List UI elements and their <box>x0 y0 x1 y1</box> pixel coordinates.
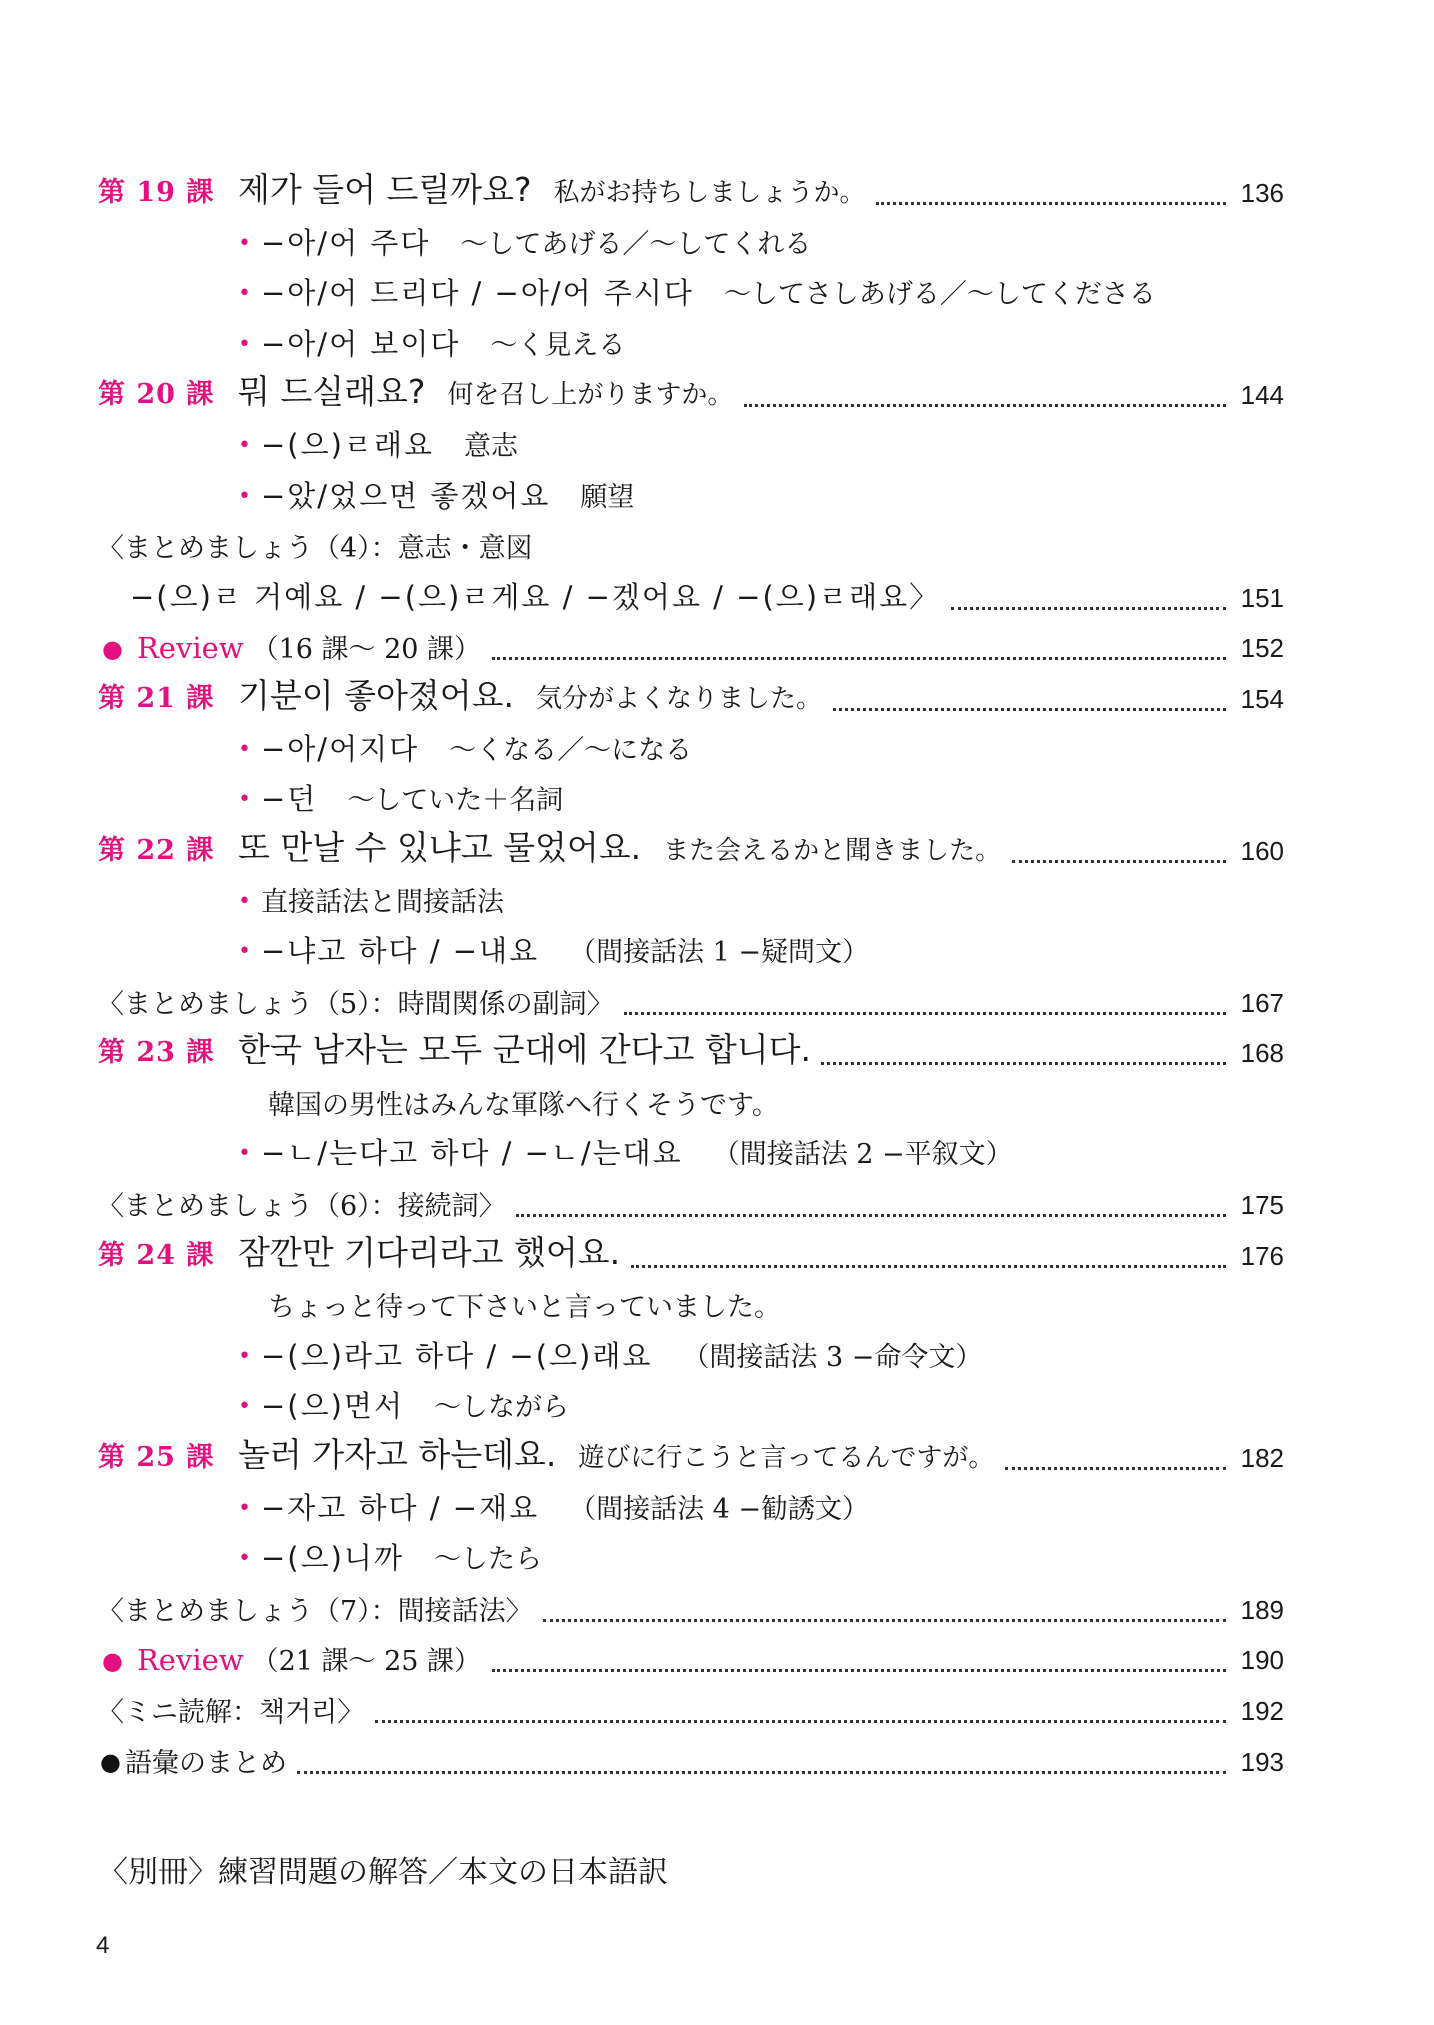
pink-bullet-icon: • <box>238 939 251 964</box>
grammar-pattern: −아/어 주다 <box>260 225 431 260</box>
dot-leader <box>543 1619 1226 1622</box>
toc-entry-content <box>97 1184 506 1223</box>
page-reference: 193 <box>1240 1746 1284 1777</box>
toc-entry-content <box>97 526 533 565</box>
grammar-meaning: 願望 <box>580 481 635 513</box>
grammar-meaning: 意志 <box>463 431 518 462</box>
page-reference: 151 <box>1240 582 1284 613</box>
grammar-pattern: −(으)라고 하다 / −(으)래요 <box>260 1338 653 1373</box>
toc-row-grammar <box>0 268 1434 318</box>
toc-row-summary <box>0 1179 1434 1229</box>
summary-entry: 〈ミニ読解：책거리〉 <box>97 1697 365 1728</box>
toc-entry-content <box>238 880 504 919</box>
dot-leader <box>876 202 1226 205</box>
lesson-number: 第 24 課 <box>98 1239 215 1271</box>
grammar-pattern: −ㄴ/는다고 하다 / −ㄴ/는대요 <box>260 1136 683 1171</box>
summary-entry: 〈まとめましょう（6）：接続詞〉 <box>97 1191 506 1222</box>
page-reference: 167 <box>1240 987 1284 1018</box>
pink-bullet-icon: • <box>238 433 251 458</box>
toc-entry-content <box>97 982 614 1021</box>
grammar-pattern: −아/어 보이다 <box>260 326 461 361</box>
toc-entry-content <box>238 221 811 262</box>
dot-leader <box>951 607 1226 610</box>
toc-row-grammar <box>0 319 1434 369</box>
grammar-pattern: −아/어지다 <box>260 731 420 766</box>
toc-row-grammar <box>0 724 1434 774</box>
toc-row-vocab <box>0 1736 1434 1786</box>
toc-entry-content <box>238 1334 982 1375</box>
toc-entry-content <box>238 1131 1013 1172</box>
dot-leader <box>492 657 1226 660</box>
grammar-meaning: 直接話法と間接話法 <box>260 887 504 919</box>
grammar-meaning: （間接話法 2 −平叙文） <box>712 1139 1013 1171</box>
grammar-pattern: −았/었으면 좋겠어요 <box>260 478 551 513</box>
toc-row-summary <box>0 977 1434 1027</box>
toc-entry-content <box>100 1741 287 1780</box>
page-reference: 136 <box>1240 178 1284 208</box>
grammar-meaning: 〜く見える <box>490 329 626 361</box>
grammar-meaning: 〜しながら <box>433 1392 569 1424</box>
toc-entry-content <box>238 727 692 768</box>
toc-entry-content <box>238 322 625 363</box>
toc-entry-content <box>238 366 733 413</box>
toc-entry-content <box>97 1690 364 1729</box>
toc-entry-content <box>238 822 1001 869</box>
dot-leader <box>631 1265 1226 1268</box>
toc-row-lesson <box>0 1230 1434 1280</box>
toc-entry-content <box>238 777 563 818</box>
pink-bullet-icon: • <box>238 483 251 509</box>
grammar-pattern: −아/어 드리다 / −아/어 주시다 <box>260 276 694 311</box>
summary-entry-continued: −(으)ㄹ 거예요 / −(으)ㄹ게요 / −겠어요 / −(으)ㄹ래요〉 <box>130 579 941 614</box>
appendix-note: 〈別冊〉練習問題の解答／本文の日本語訳 <box>98 1855 668 1890</box>
review-label: Review <box>136 631 244 666</box>
lesson-number: 第 22 課 <box>98 834 215 866</box>
toc-entry-content <box>97 1589 533 1628</box>
pink-bullet-icon: • <box>238 230 251 256</box>
toc-row-grammar <box>0 774 1434 824</box>
dot-leader <box>744 404 1226 407</box>
toc-entry-content <box>102 1639 481 1678</box>
dot-leader <box>833 708 1226 711</box>
grammar-meaning: 〜してさしあげる／〜してくださる <box>723 279 1156 311</box>
dot-leader <box>516 1214 1226 1217</box>
lesson-title-japanese: 遊びに行こうと言ってるんですが。 <box>578 1443 995 1473</box>
toc-row-grammar <box>0 1381 1434 1431</box>
toc-entry-content <box>238 1384 569 1425</box>
pink-bullet-icon: • <box>238 281 251 307</box>
lesson-number: 第 21 課 <box>98 683 215 714</box>
page-reference: 168 <box>1240 1038 1284 1069</box>
pink-bullet-icon: • <box>238 1141 251 1167</box>
summary-entry: 〈まとめましょう（4）：意志・意図 <box>97 533 533 565</box>
grammar-meaning: （間接話法 1 −疑問文） <box>569 937 870 968</box>
dot-leader <box>624 1012 1226 1015</box>
toc-entry-content <box>238 271 1156 312</box>
page-reference: 152 <box>1240 633 1284 664</box>
lesson-title-korean: 또 만날 수 있냐고 물었어요. <box>238 827 642 867</box>
pink-bullet-icon: • <box>238 1495 251 1521</box>
lesson-title-japanese: また会えるかと聞きました。 <box>663 835 1002 866</box>
toc-row-grammar <box>0 1483 1434 1533</box>
black-dot-icon: ● <box>100 1747 121 1776</box>
toc-entry-content <box>238 1536 542 1577</box>
review-label: Review <box>136 1643 244 1678</box>
lesson-title-korean: 잠깐만 기다리라고 했어요. <box>238 1232 621 1272</box>
toc-row-summary <box>0 1685 1434 1735</box>
page-number: 4 <box>96 1932 110 1959</box>
lesson-title-japanese: 気分がよくなりました。 <box>536 684 823 714</box>
toc-row-grammar <box>0 471 1434 521</box>
grammar-pattern: −던 <box>260 782 318 817</box>
toc-row-subtitle <box>0 1280 1434 1330</box>
pink-bullet-icon: • <box>238 736 251 762</box>
toc-row-review <box>0 1634 1434 1684</box>
toc-row-grammar <box>0 218 1434 268</box>
toc-entry-content <box>102 627 481 666</box>
grammar-pattern: −(으)ㄹ래요 <box>260 428 434 462</box>
lesson-title-korean: 놀러 가자고 하는데요. <box>238 1435 557 1474</box>
dot-leader <box>1005 1467 1226 1470</box>
pink-bullet-icon: • <box>238 1394 251 1420</box>
toc-entry-content <box>238 929 869 970</box>
toc-row-lesson <box>0 1432 1434 1482</box>
toc-entry-content <box>238 670 822 717</box>
lesson-number: 第 25 課 <box>98 1442 215 1473</box>
grammar-pattern: −냐고 하다 / −냬요 <box>260 934 540 968</box>
toc-row-lesson <box>0 825 1434 875</box>
toc-entry-content <box>238 474 634 515</box>
toc-entry-content <box>268 1285 781 1324</box>
toc-row-summary <box>0 1584 1434 1634</box>
grammar-pattern: −자고 하다 / −재요 <box>260 1490 540 1525</box>
grammar-meaning: 〜していた＋名詞 <box>347 785 564 817</box>
toc-row-grammar <box>0 926 1434 976</box>
toc-row-grammar <box>0 1331 1434 1381</box>
toc-entry-content <box>268 1083 779 1122</box>
page-reference: 160 <box>1240 835 1284 866</box>
review-range: （21 課〜 25 課） <box>251 1646 482 1678</box>
lesson-number: 第 20 課 <box>98 379 215 411</box>
toc-row-grammar <box>0 1533 1434 1583</box>
toc-entry-content <box>238 1227 620 1274</box>
page-reference: 190 <box>1240 1645 1284 1676</box>
grammar-pattern: −(으)면서 <box>260 1389 404 1424</box>
pink-dot-icon: ● <box>102 635 123 664</box>
grammar-meaning: 〜したら <box>433 1544 542 1576</box>
toc-row-grammar <box>0 420 1434 470</box>
lesson-title-japanese: 何を召し上がりますか。 <box>447 380 734 411</box>
toc-entry-content <box>238 423 518 464</box>
toc-row-grammar <box>0 1128 1434 1178</box>
vocab-summary-label: 語彙のまとめ <box>124 1747 287 1779</box>
toc-row-lesson <box>0 673 1434 723</box>
toc-entry-content <box>238 164 866 211</box>
lesson-number: 第 23 課 <box>98 1037 215 1069</box>
grammar-meaning: 〜してあげる／〜してくれる <box>460 228 812 260</box>
grammar-meaning: （間接話法 3 −命令文） <box>682 1341 983 1373</box>
lesson-title-korean: 한국 남자는 모두 군대에 간다고 합니다. <box>238 1030 811 1070</box>
lesson-title-korean: 제가 들어 드릴까요? <box>238 170 532 209</box>
page-reference: 175 <box>1240 1190 1284 1220</box>
toc-entry-content <box>130 575 940 616</box>
pink-dot-icon: ● <box>102 1647 123 1676</box>
lesson-number: 第 19 課 <box>98 177 215 208</box>
toc-row-summary <box>0 521 1434 571</box>
pink-bullet-icon: • <box>238 889 251 915</box>
toc-row-summary-cont <box>0 572 1434 622</box>
review-range: （16 課〜 20 課） <box>251 634 482 666</box>
pink-bullet-icon: • <box>238 1546 251 1572</box>
grammar-pattern: −(으)니까 <box>260 1541 404 1576</box>
dot-leader <box>1012 860 1226 863</box>
pink-bullet-icon: • <box>238 787 251 813</box>
lesson-title-japanese: 韓国の男性はみんな軍隊へ行くそうです。 <box>268 1089 779 1121</box>
grammar-meaning: 〜くなる／〜になる <box>449 734 693 766</box>
page-reference: 154 <box>1240 684 1284 714</box>
toc-entry-content <box>238 1429 994 1476</box>
toc-row-grammar-jp <box>0 875 1434 925</box>
page-reference: 192 <box>1240 1696 1284 1726</box>
dot-leader <box>297 1771 1226 1774</box>
lesson-title-korean: 뭐 드실래요? <box>238 372 426 412</box>
dot-leader <box>492 1669 1226 1672</box>
toc-entry-content <box>238 1486 869 1527</box>
summary-entry: 〈まとめましょう（5）：時間関係の副詞〉 <box>97 988 614 1020</box>
summary-entry: 〈まとめましょう（7）：間接話法〉 <box>97 1595 533 1627</box>
toc-row-subtitle <box>0 1078 1434 1128</box>
page-reference: 144 <box>1240 380 1284 411</box>
page-reference: 176 <box>1240 1240 1284 1271</box>
toc-entry-content <box>238 1024 811 1071</box>
pink-bullet-icon: • <box>238 331 251 357</box>
lesson-title-japanese: 私がお持ちしましょうか。 <box>553 178 866 208</box>
toc-row-lesson <box>0 167 1434 217</box>
toc-row-review <box>0 622 1434 672</box>
pink-bullet-icon: • <box>238 1343 251 1369</box>
page-reference: 189 <box>1240 1594 1284 1625</box>
page-reference: 182 <box>1240 1443 1284 1473</box>
dot-leader <box>821 1062 1226 1065</box>
toc-row-lesson <box>0 1027 1434 1077</box>
lesson-title-korean: 기분이 좋아졌어요. <box>238 676 515 715</box>
lesson-title-japanese: ちょっと待って下さいと言っていました。 <box>268 1292 781 1324</box>
dot-leader <box>375 1720 1226 1723</box>
toc-row-lesson <box>0 369 1434 419</box>
grammar-meaning: （間接話法 4 −勧誘文） <box>569 1493 870 1525</box>
